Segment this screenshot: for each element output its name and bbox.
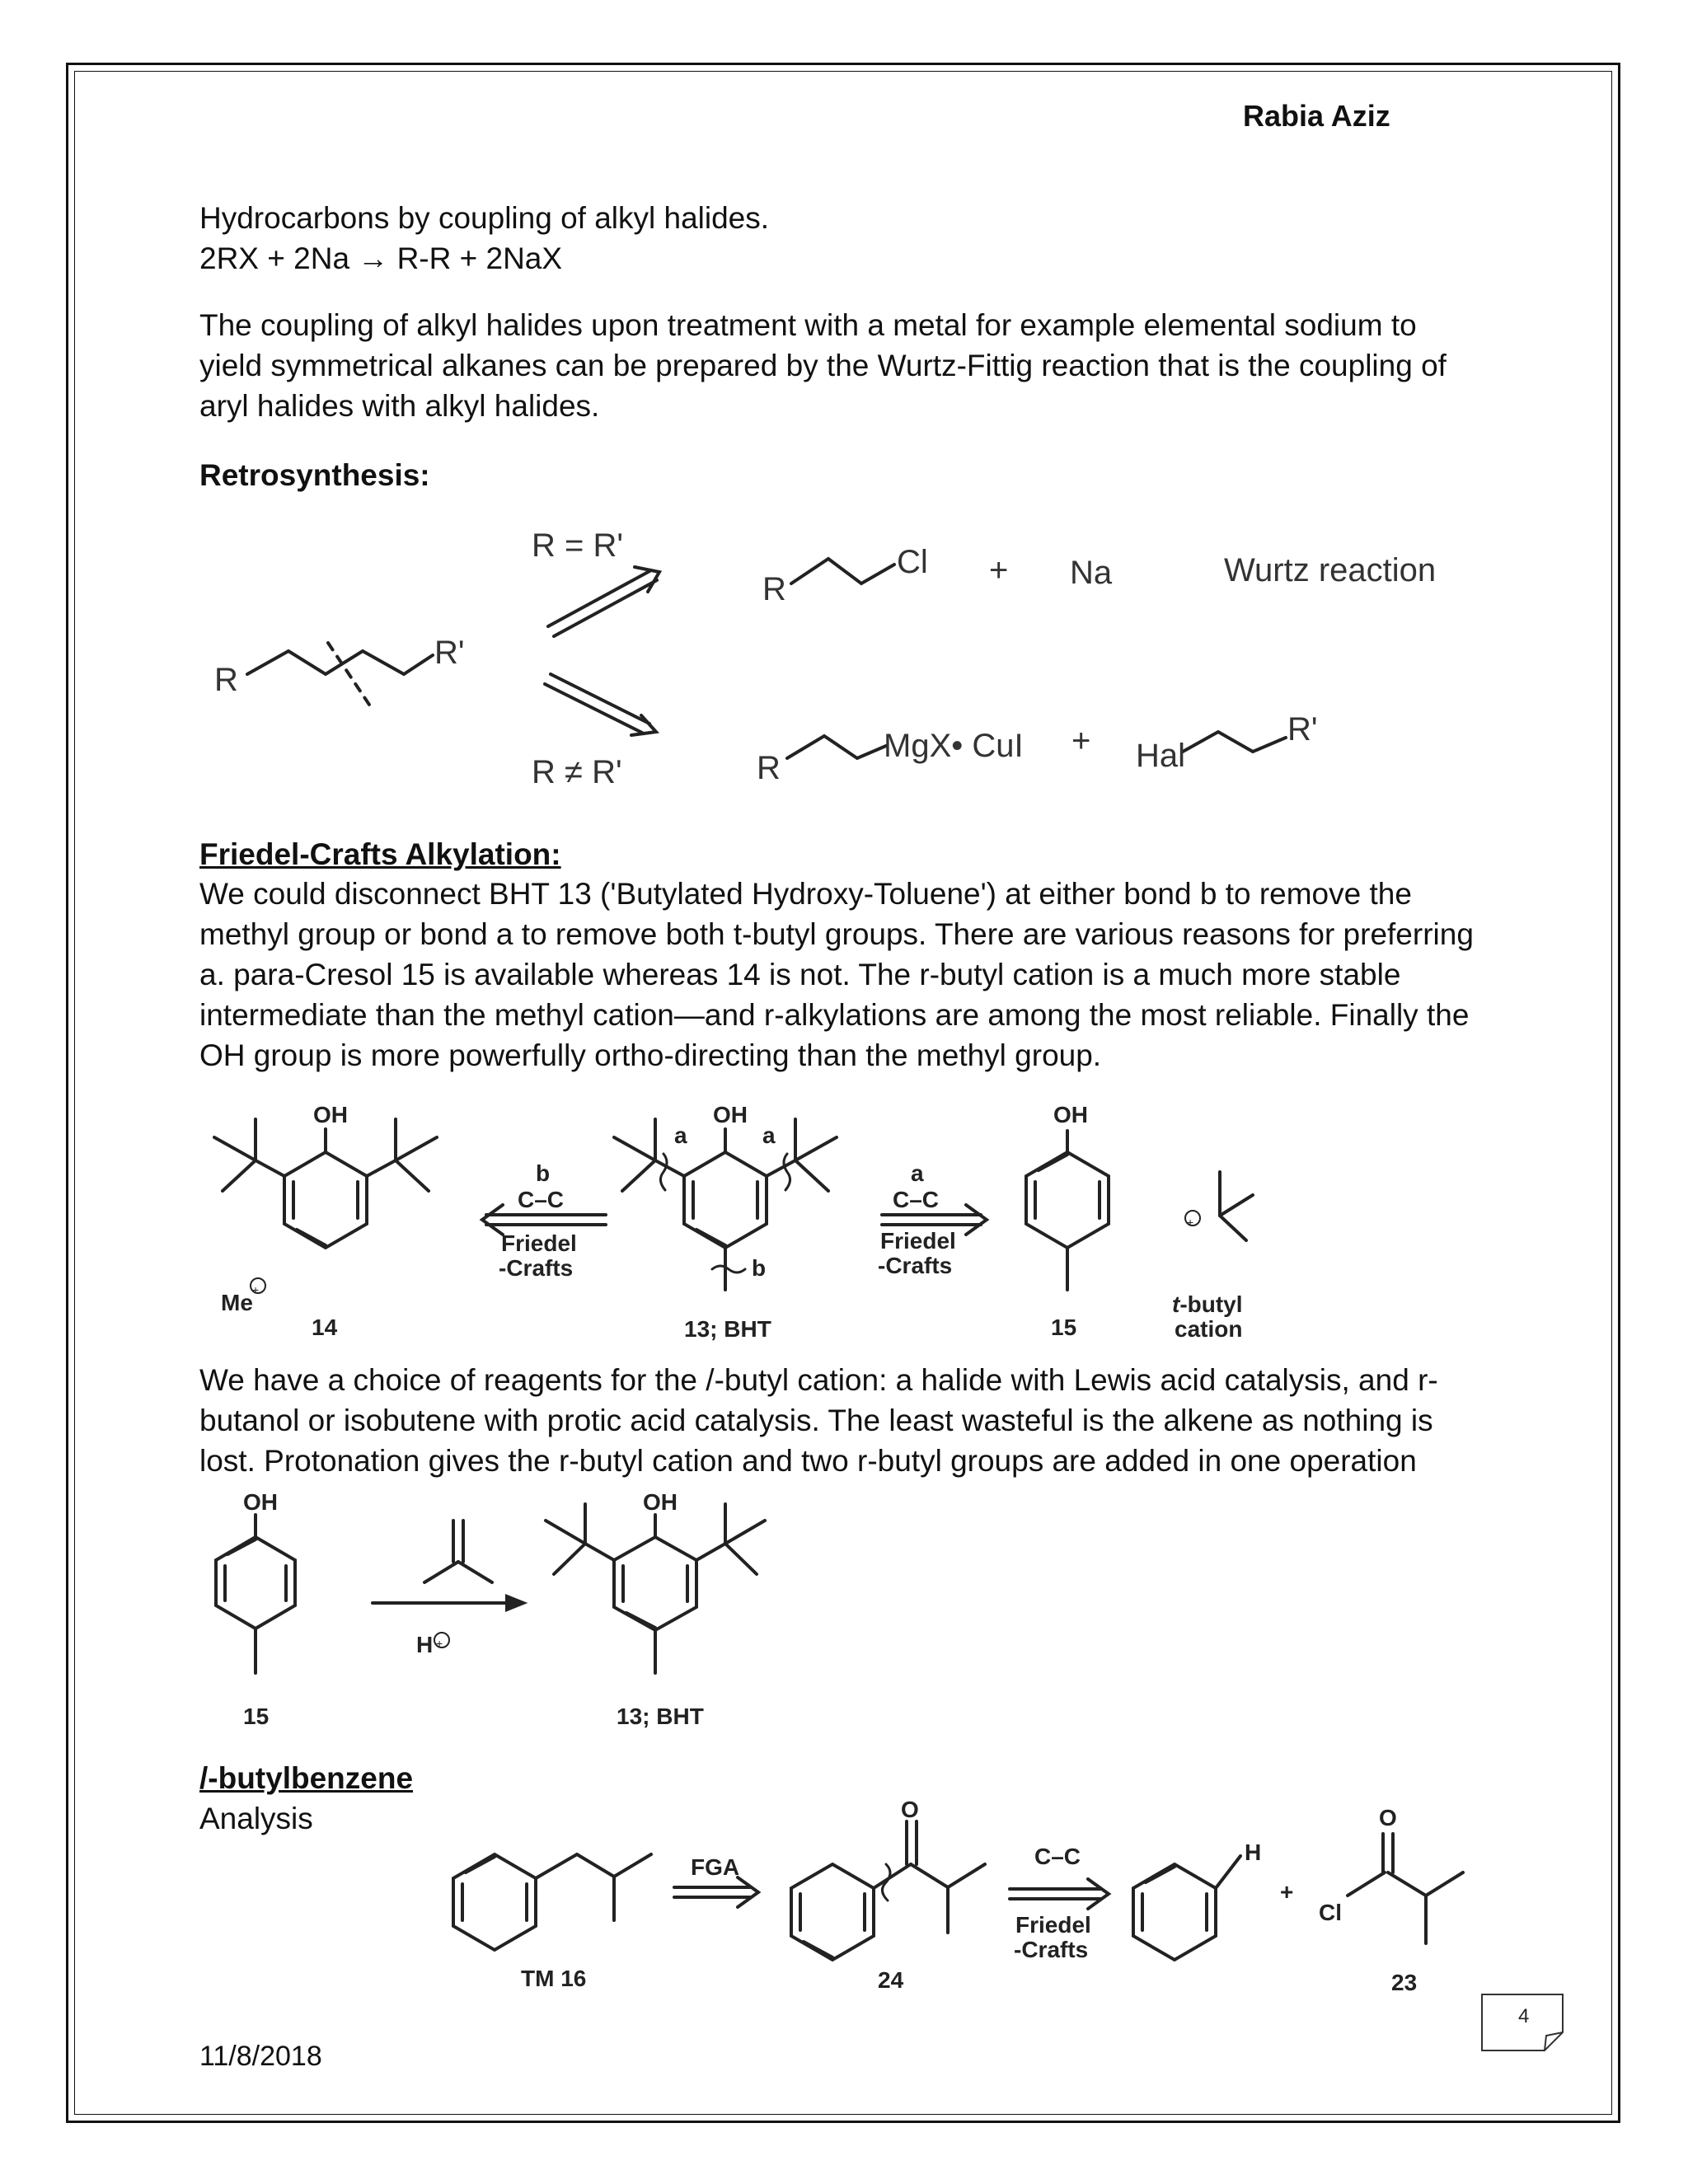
oh-label-13: OH	[713, 1102, 748, 1127]
grignard-reagent-label: MgX• CuI	[884, 728, 1024, 764]
proton-charge: +	[436, 1637, 443, 1650]
fc-line: OH group is more powerfully ortho-directing than the methyl group.	[199, 1038, 1102, 1072]
t-butyl-label: t-butyl	[1172, 1291, 1243, 1317]
hydrogen-label: H	[1245, 1840, 1262, 1865]
oh-label-14: OH	[313, 1102, 348, 1127]
ring-benzene	[1133, 1864, 1216, 1960]
compound-13-synth-label: 13; BHT	[617, 1704, 704, 1729]
intro-line: The coupling of alkyl halides upon treatment with a metal for example elemental sodium to	[199, 308, 1417, 342]
t-butyl-cation-charge: +	[1187, 1216, 1194, 1229]
oh-label-15: OH	[1053, 1102, 1088, 1127]
top-plus: +	[989, 552, 1009, 588]
page-number: 4	[1518, 2005, 1530, 2027]
compound-14-label: 14	[312, 1315, 338, 1340]
hal-label: Hal	[1136, 738, 1186, 774]
footer-date: 11/8/2018	[199, 2041, 322, 2072]
top-cl-label: Cl	[897, 544, 928, 580]
left-r2-label: R'	[434, 635, 465, 671]
wurtz-reaction-label: Wurtz reaction	[1224, 552, 1437, 588]
author-name: Rabia Aziz	[1243, 99, 1390, 133]
page-number-box	[1480, 1993, 1564, 2052]
ring-24	[791, 1864, 874, 1960]
bottom-plus: +	[1071, 723, 1091, 759]
oh-label-15-synth: OH	[243, 1489, 278, 1515]
methyl-cation-charge: +	[252, 1283, 260, 1296]
ring-tm16	[453, 1854, 536, 1950]
compound-23-label: 23	[1391, 1970, 1418, 1995]
methyl-cation-label: Me	[221, 1290, 253, 1315]
carbonyl-o-label-24: O	[901, 1797, 919, 1822]
cond-notequal-label: R ≠ R'	[532, 754, 622, 790]
tm16-label: TM 16	[521, 1966, 587, 1991]
fc-line: a. para-Cresol 15 is available whereas 14 is not. The r-butyl cation is a much more stable	[199, 958, 1401, 991]
fc-line: methyl group or bond a to remove both t-butyl groups. There are various reasons for preferring	[199, 917, 1474, 951]
carbonyl-o-label-23: O	[1379, 1805, 1397, 1830]
oh-label-13-synth: OH	[643, 1489, 678, 1515]
cc-label-right: C–C	[893, 1187, 940, 1212]
cond-equal-label: R = R'	[532, 527, 623, 564]
intro-title: Hydrocarbons by coupling of alkyl halides.	[199, 201, 770, 235]
intro-line: aryl halides with alkyl halides.	[199, 389, 600, 423]
compound-15-label: 15	[1051, 1315, 1077, 1340]
top-na-label: Na	[1070, 555, 1113, 591]
bond-a-label-left: a	[674, 1122, 687, 1148]
fga-label: FGA	[691, 1854, 740, 1880]
crafts-label-right: -Crafts	[878, 1253, 953, 1278]
reagents-line: We have a choice of reagents for the /-butyl cation: a halide with Lewis acid catalysis, and r-	[199, 1363, 1438, 1397]
intro-line: yield symmetrical alkanes can be prepared by the Wurtz-Fittig reaction that is the coupling of	[199, 349, 1447, 382]
friedel-label-left: Friedel	[501, 1230, 577, 1256]
retrosynthesis-heading: Retrosynthesis:	[199, 458, 430, 492]
friedel-label-analysis: Friedel	[1015, 1912, 1091, 1938]
plus-sign-analysis: +	[1280, 1879, 1294, 1905]
cc-label-analysis: C–C	[1034, 1844, 1081, 1869]
compound-15-synth-label: 15	[243, 1704, 270, 1729]
left-r-label: R	[214, 662, 238, 698]
friedel-label-right: Friedel	[880, 1228, 956, 1254]
intro-equation: 2RX + 2Na → R-R + 2NaX	[199, 241, 563, 275]
bottom-r2-label: R'	[1287, 711, 1318, 748]
compound-24-label: 24	[878, 1967, 904, 1993]
reagents-line: butanol or isobutene with protic acid catalysis. The least wasteful is the alkene as nothing is	[199, 1404, 1433, 1437]
top-r-label: R	[762, 571, 786, 607]
proton-label: H	[416, 1632, 434, 1657]
friedel-crafts-heading: Friedel-Crafts Alkylation:	[199, 837, 561, 871]
bottom-r-label: R	[757, 750, 781, 786]
fc-line: intermediate than the methyl cation—and r-alkylations are among the most reliable. Finally the	[199, 998, 1470, 1032]
analysis-label: Analysis	[199, 1802, 313, 1835]
bond-a-label-arrow: a	[911, 1160, 924, 1186]
butylbenzene-heading: /-butylbenzene	[199, 1761, 414, 1795]
cation-label: cation	[1175, 1316, 1243, 1342]
compound-13-label: 13; BHT	[684, 1316, 771, 1342]
bond-a-label-right: a	[762, 1122, 776, 1148]
crafts-label-analysis: -Crafts	[1014, 1937, 1089, 1962]
cc-label-left: C–C	[518, 1187, 565, 1212]
reagents-line: lost. Protonation gives the r-butyl cation and two r-butyl groups are added in one operation	[199, 1444, 1417, 1478]
crafts-label-left: -Crafts	[499, 1255, 574, 1281]
bond-b-label: b	[536, 1160, 551, 1186]
fc-line: We could disconnect BHT 13 ('Butylated Hydroxy-Toluene') at either bond b to remove the	[199, 877, 1412, 911]
chlorine-label: Cl	[1319, 1900, 1342, 1925]
bond-b-label-bht: b	[752, 1255, 767, 1281]
